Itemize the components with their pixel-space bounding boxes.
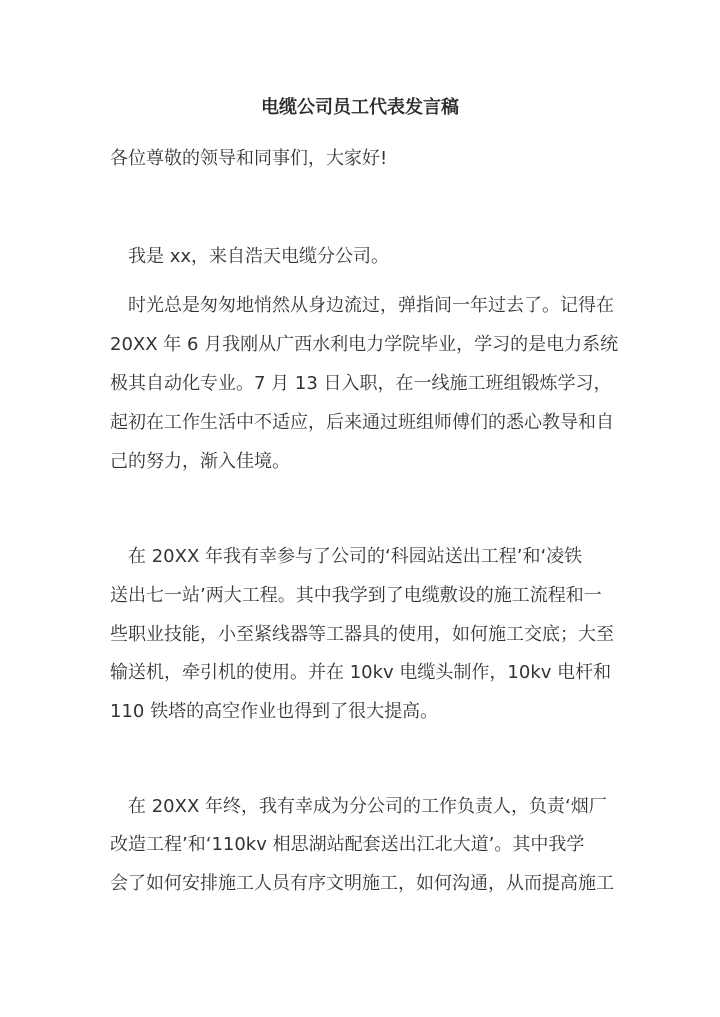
intro-line: 我是 xx，来自浩天电缆分公司。 (128, 246, 390, 267)
paragraph-2-line-5: 110 铁塔的高空作业也得到了很大提高。 (110, 701, 439, 722)
document-title: 电缆公司员工代表发言稿 (261, 97, 459, 118)
paragraph-2-line-2: 送出七一站’两大工程。其中我学到了电缆敷设的施工流程和一 (110, 585, 602, 606)
paragraph-3-line-1: 在 20XX 年终，我有幸成为分公司的工作负责人，负责‘烟厂 (128, 796, 607, 817)
paragraph-1-line-4: 起初在工作生活中不适应，后来通过班组师傅们的悉心教导和自 (110, 412, 614, 433)
paragraph-2-line-4: 输送机，牵引机的使用。并在 10kv 电缆头制作，10kv 电杆和 (110, 662, 612, 683)
paragraph-2-line-1: 在 20XX 年我有幸参与了公司的‘科园站送出工程’和‘凌铁 (128, 546, 583, 567)
paragraph-1-line-3: 极其自动化专业。7 月 13 日入职，在一线施工班组锻炼学习， (110, 373, 612, 394)
greeting-line: 各位尊敬的领导和同事们，大家好! (110, 148, 388, 169)
paragraph-1-line-1: 时光总是匆匆地悄然从身边流过，弹指间一年过去了。记得在 (128, 295, 614, 316)
paragraph-1-line-5: 己的努力，渐入佳境。 (110, 451, 290, 472)
paragraph-2-line-3: 些职业技能，小至紧线器等工器具的使用，如何施工交底；大至 (110, 624, 614, 645)
paragraph-3-line-3: 会了如何安排施工人员有序文明施工，如何沟通，从而提高施工 (110, 873, 614, 894)
paragraph-3-line-2: 改造工程’和‘110kv 相思湖站配套送出江北大道’。其中我学 (110, 834, 585, 855)
paragraph-1-line-2: 20XX 年 6 月我刚从广西水利电力学院毕业，学习的是电力系统 (110, 334, 619, 355)
